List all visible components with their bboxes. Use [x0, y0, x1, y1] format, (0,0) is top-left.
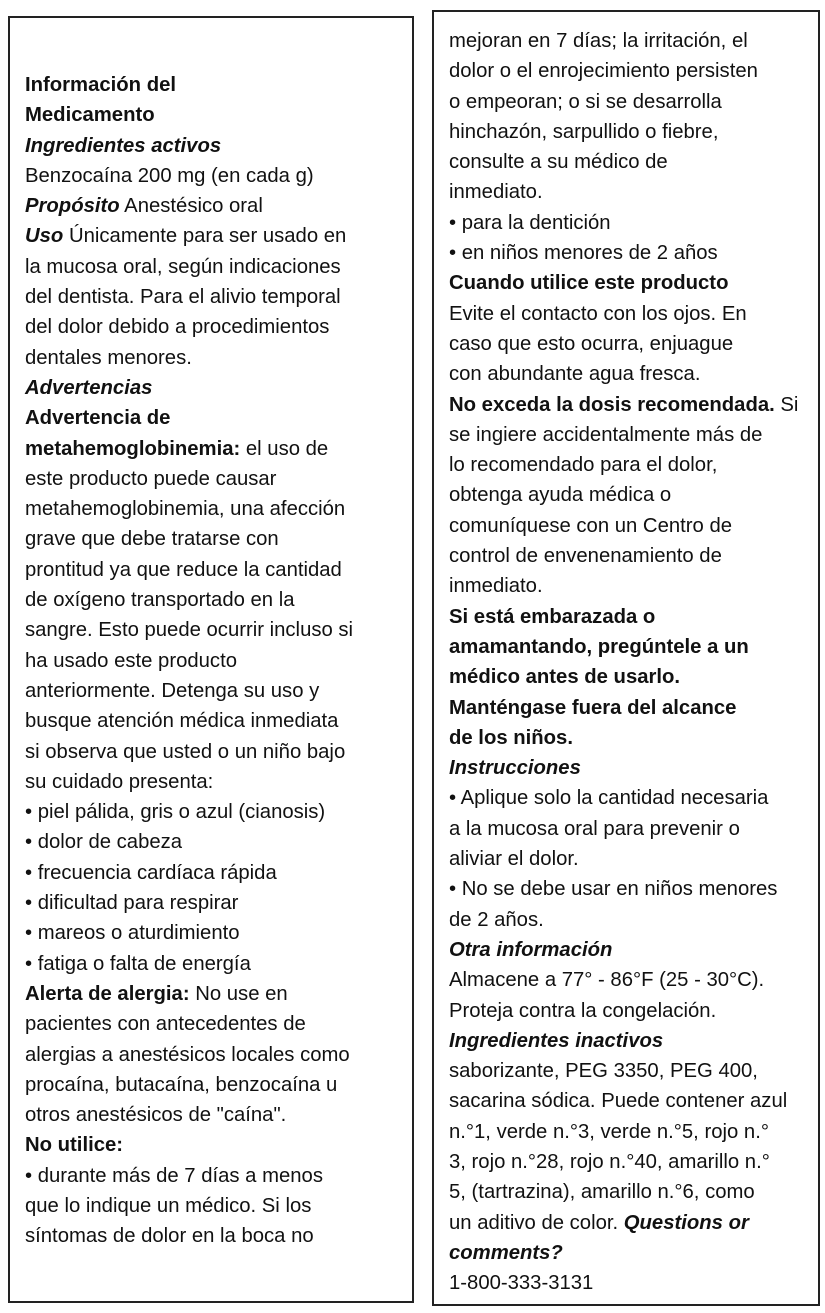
purpose-line — [25, 191, 404, 221]
do-not-use-line: • durante más de 7 días a menos — [25, 1164, 323, 1187]
when-using-line: con abundante agua fresca. — [449, 363, 701, 386]
use-text: Únicamente para ser usado en — [63, 225, 347, 248]
keep-out-of-reach-line: Manténgase fuera del alcance — [449, 696, 737, 719]
inactive-ingredients-heading: Ingredientes inactivos — [449, 1029, 664, 1052]
dose-text-line: lo recomendado para el dolor, — [449, 454, 718, 477]
inactive-ingredients-line: 5, (tartrazina), amarillo n.°6, como — [449, 1181, 755, 1204]
continued-text-line: o empeoran; o si se desarrolla — [449, 90, 722, 113]
methemo-text-line: sangre. Esto puede ocurrir incluso si — [25, 619, 354, 642]
allergy-text-line: alergias a anestésicos locales como — [25, 1043, 350, 1066]
directions-line: • No se debe usar en niños menores — [449, 878, 778, 901]
do-not-use-list-item: • para la dentición — [449, 211, 611, 234]
continued-text-line: dolor o el enrojecimiento persisten — [449, 60, 758, 83]
allergy-label: Alerta de alergia: — [25, 982, 190, 1005]
drug-info-heading-line2: Medicamento — [25, 104, 155, 127]
methemo-text-line: este producto puede causar — [25, 467, 277, 490]
methemo-heading-cont: metahemoglobinemia: — [25, 437, 241, 460]
pregnancy-warning-line: médico antes de usarlo. — [449, 666, 681, 689]
questions-label: Questions or — [623, 1211, 749, 1234]
continued-text-line: inmediato. — [449, 181, 543, 204]
when-using-line: Evite el contacto con los ojos. En — [449, 302, 747, 325]
questions-label-cont: comments? — [449, 1241, 563, 1264]
methemo-text: el uso de — [240, 437, 329, 460]
directions-line: de 2 años. — [449, 908, 544, 931]
dose-text: Si — [774, 393, 799, 416]
symptom-list-item: • fatiga o falta de energía — [25, 952, 251, 975]
methemo-text-line: metahemoglobinemia, una afección — [25, 498, 346, 521]
methemo-text-line: de oxígeno transportado en la — [25, 589, 295, 612]
inactive-ingredients-last-line — [449, 1208, 814, 1238]
allergy-text: No use en — [189, 982, 288, 1005]
inactive-ingredients-line: saborizante, PEG 3350, PEG 400, — [449, 1060, 758, 1083]
methemo-text-line: si observa que usted o un niño bajo — [25, 740, 346, 763]
directions-line: • Aplique solo la cantidad necesaria — [449, 787, 769, 810]
directions-heading: Instrucciones — [449, 757, 581, 780]
drug-info-heading-line1: Información del — [25, 74, 177, 96]
methemo-text-line: prontitud ya que reduce la cantidad — [25, 558, 342, 581]
use-text-line: la mucosa oral, según indicaciones — [25, 255, 341, 278]
allergy-text-line: otros anestésicos de "caína". — [25, 1104, 287, 1127]
inactive-ingredients-line: sacarina sódica. Puede contener azul — [449, 1090, 788, 1113]
inactive-ingredients-line: 3, rojo n.°28, rojo n.°40, amarillo n.° — [449, 1150, 770, 1173]
directions-line: aliviar el dolor. — [449, 848, 579, 871]
other-info-line: Proteja contra la congelación. — [449, 999, 717, 1022]
pregnancy-warning-line: amamantando, pregúntele a un — [449, 635, 749, 658]
keep-out-of-reach-line: de los niños. — [449, 726, 573, 749]
inactive-ingredients-line: n.°1, verde n.°3, verde n.°5, rojo n.° — [449, 1120, 769, 1143]
when-using-heading: Cuando utilice este producto — [449, 272, 729, 295]
do-not-use-list-item: • en niños menores de 2 años — [449, 242, 718, 265]
do-not-use-line: síntomas de dolor en la boca no — [25, 1225, 314, 1248]
active-ingredients-heading: Ingredientes activos — [25, 134, 222, 157]
dose-text-line: comuníquese con un Centro de — [449, 514, 732, 537]
symptom-list-item: • frecuencia cardíaca rápida — [25, 861, 277, 884]
phone-number: 1-800-333-3131 — [449, 1272, 594, 1295]
use-text-line: del dentista. Para el alivio temporal — [25, 286, 341, 309]
use-text-line: dentales menores. — [25, 346, 192, 369]
methemo-text-line: ha usado este producto — [25, 649, 237, 672]
dose-warning-label: No exceda la dosis recomendada. — [449, 393, 775, 416]
other-info-line: Almacene a 77° - 86°F (25 - 30°C). — [449, 969, 765, 992]
methemo-heading: Advertencia de — [25, 407, 171, 430]
allergy-text-line: procaína, butacaína, benzocaína u — [25, 1073, 338, 1096]
methemo-text-line: su cuidado presenta: — [25, 770, 214, 793]
purpose-label: Propósito — [25, 195, 120, 218]
dose-text-line: obtenga ayuda médica o — [449, 484, 672, 507]
symptom-list-item: • mareos o aturdimiento — [25, 922, 240, 945]
dose-text-line: se ingiere accidentalmente más de — [449, 423, 763, 446]
inactive-ingredients-text: un aditivo de color. — [449, 1211, 624, 1234]
drug-facts-left-panel — [8, 16, 414, 1303]
symptom-list-item: • dolor de cabeza — [25, 831, 183, 854]
active-ingredient-text: Benzocaína 200 mg (en cada g) — [25, 164, 314, 187]
use-line — [25, 221, 404, 251]
symptom-list-item: • piel pálida, gris o azul (cianosis) — [25, 801, 326, 824]
use-text-line: del dolor debido a procedimientos — [25, 316, 330, 339]
methemo-line — [25, 434, 404, 464]
dose-text-line: control de envenenamiento de — [449, 545, 722, 568]
symptom-list-item: • dificultad para respirar — [25, 892, 239, 915]
methemo-text-line: busque atención médica inmediata — [25, 710, 339, 733]
directions-line: a la mucosa oral para prevenir o — [449, 817, 740, 840]
continued-text-line: mejoran en 7 días; la irritación, el — [449, 30, 748, 52]
drug-facts-right-panel — [432, 10, 820, 1306]
pregnancy-warning-line: Si está embarazada o — [449, 605, 656, 628]
methemo-text-line: anteriormente. Detenga su uso y — [25, 679, 320, 702]
continued-text-line: consulte a su médico de — [449, 151, 668, 174]
allergy-text-line: pacientes con antecedentes de — [25, 1013, 306, 1036]
warnings-heading: Advertencias — [25, 376, 153, 399]
dose-text-line: inmediato. — [449, 575, 543, 598]
do-not-use-heading: No utilice: — [25, 1134, 124, 1157]
allergy-line — [25, 979, 404, 1009]
do-not-use-line: que lo indique un médico. Si los — [25, 1194, 312, 1217]
other-info-heading: Otra información — [449, 938, 613, 961]
dose-line — [449, 390, 814, 420]
methemo-text-line: grave que debe tratarse con — [25, 528, 279, 551]
continued-text-line: hinchazón, sarpullido o fiebre, — [449, 120, 719, 143]
purpose-value: Anestésico oral — [119, 195, 263, 218]
use-label: Uso — [25, 225, 64, 248]
when-using-line: caso que esto ocurra, enjuague — [449, 332, 734, 355]
